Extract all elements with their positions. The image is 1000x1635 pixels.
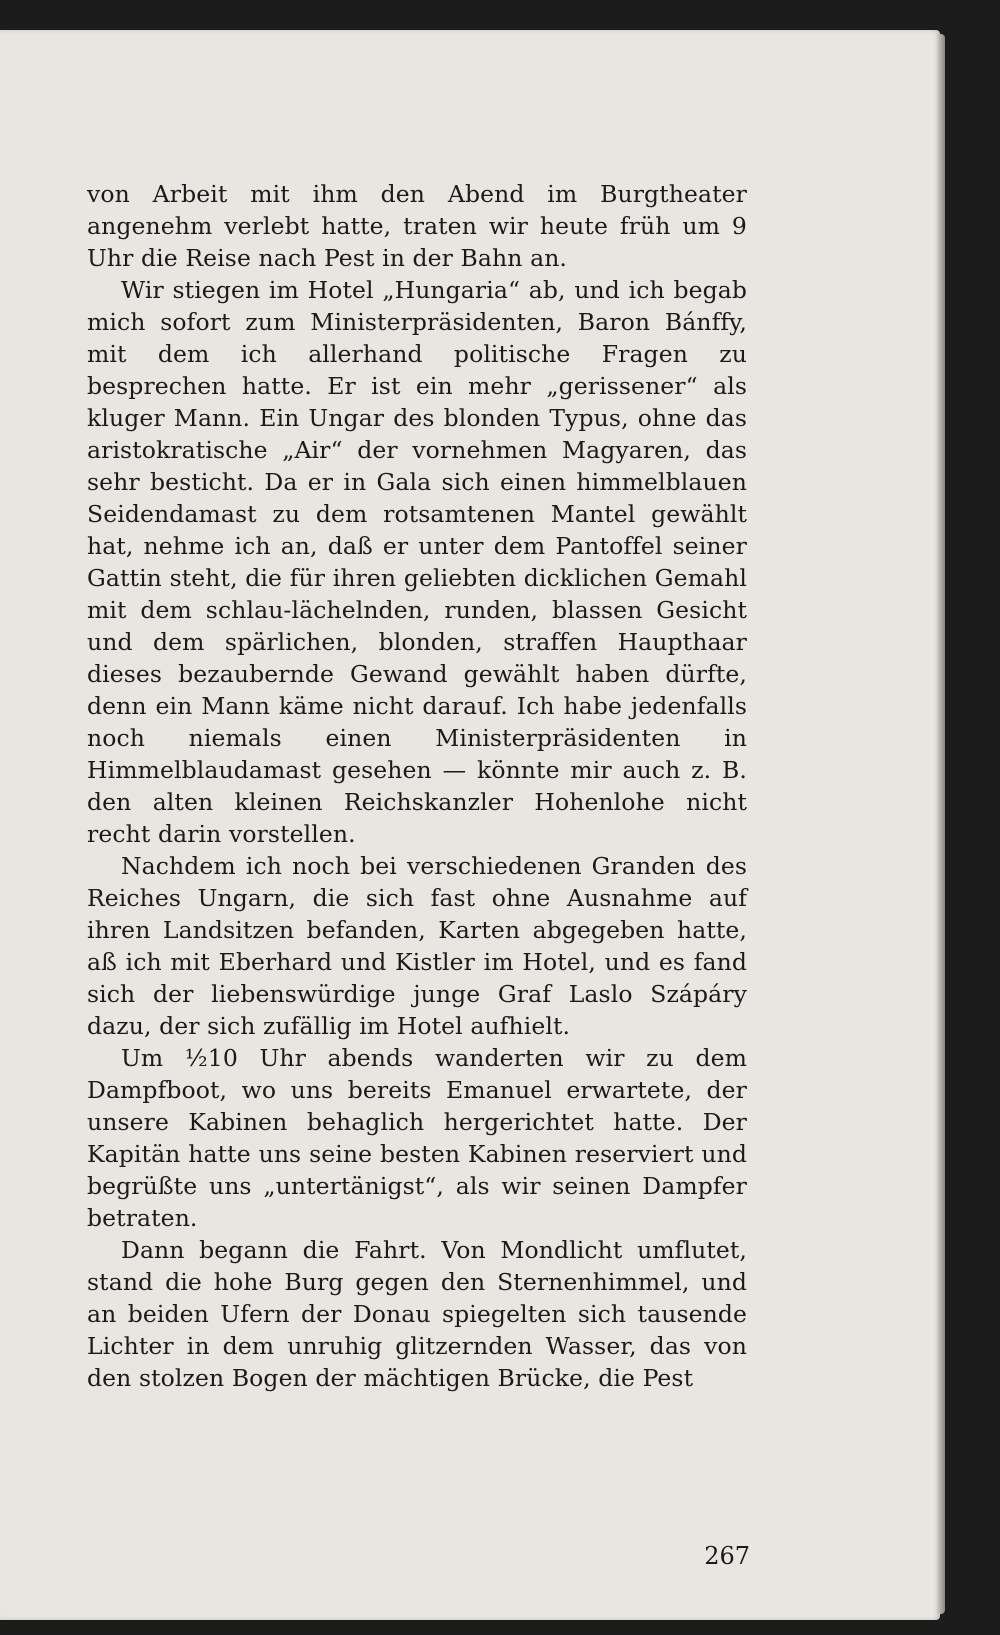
paragraph-4: Um ½10 Uhr abends wanderten wir zu dem Dampfboot, wo uns bereits Emanuel erwartete, der unsere Kabinen behaglich hergerichtet hatte. Der Kapitän hatte uns seine besten Kabinen reserviert und begrüßte uns „untertänigst“, als wir seinen Dampfer betraten. [87, 1044, 747, 1232]
paragraph-2: Wir stiegen im Hotel „Hungaria“ ab, und ich begab mich sofort zum Ministerpräsidenten, Baron Bánffy, mit dem ich allerhand politische Fragen zu besprechen hatte. Er ist ein mehr „gerissener“ als kluger Mann. Ein Ungar des blonden Typus, ohne das aristokratische „Air“ der vornehmen Magyaren, das sehr besticht. Da er in Gala sich einen himmelblauen Seidendamast zu dem rotsamtenen Mantel gewählt hat, nehme ich an, daß er unter dem Pantoffel seiner Gattin steht, die für ihren geliebten dicklichen Gemahl mit dem schlau-lächelnden, runden, blassen Gesicht und dem spärlichen, blonden, straffen Haupthaar dieses bezaubernde Gewand gewählt haben dürfte, denn ein Mann käme nicht darauf. Ich habe jedenfalls noch niemals einen Ministerpräsidenten in Himmelblaudamast gesehen — könnte mir auch z. B. den alten kleinen Reichskanzler Hohenlohe nicht recht darin vorstellen. [87, 276, 747, 848]
page-number: 267 [704, 1542, 750, 1570]
page-edge [937, 34, 945, 1614]
paragraph-3: Nachdem ich noch bei verschiedenen Granden des Reiches Ungarn, die sich fast ohne Ausnahme auf ihren Landsitzen befanden, Karten abgegeben hatte, aß ich mit Eberhard und Kistler im Hotel, und es fand sich der liebenswürdige junge Graf Laslo Szápáry dazu, der sich zufällig im Hotel aufhielt. [87, 852, 747, 1040]
paragraph-1: von Arbeit mit ihm den Abend im Burgtheater angenehm verlebt hatte, traten wir heute früh um 9 Uhr die Reise nach Pest in der Bahn an. [87, 180, 747, 272]
paragraph-5: Dann begann die Fahrt. Von Mondlicht umflutet, stand die hohe Burg gegen den Sternenhimmel, und an beiden Ufern der Donau spiegelten sich tausende Lichter in dem unruhig glitzernden Wasser, das von den stolzen Bogen der mächtigen Brücke, die Pest [87, 1236, 747, 1392]
body-text [87, 178, 747, 1394]
